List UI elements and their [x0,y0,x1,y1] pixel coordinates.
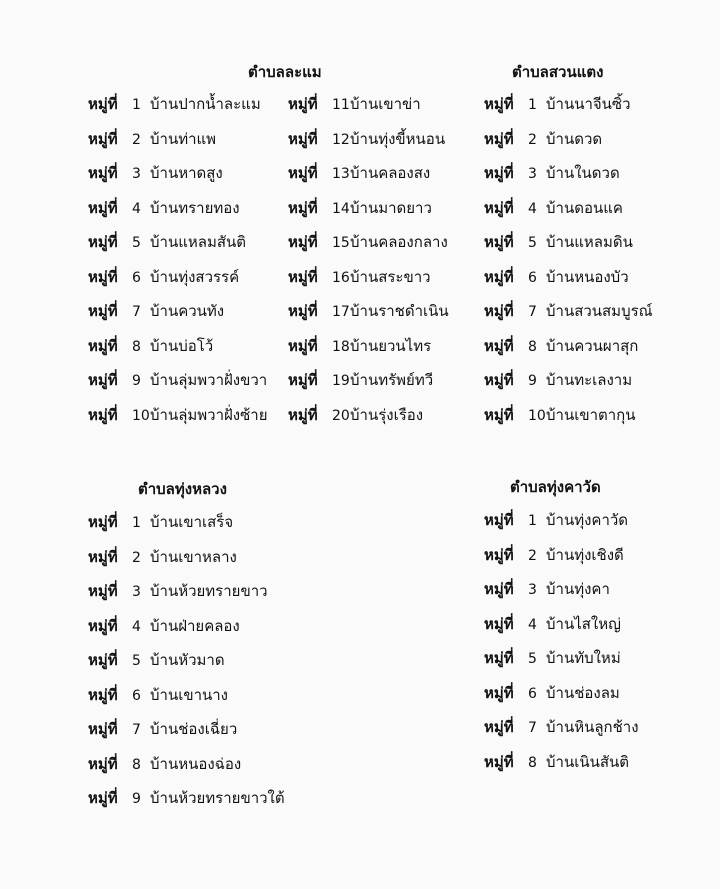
village-name: บ้านเขาตากุน [546,405,636,424]
village-row [484,334,639,358]
village-name: บ้านดวด [546,129,603,148]
moo-number: 1 [132,515,141,531]
moo-label: หมู่ที่ [288,302,318,320]
moo-label: หมู่ที่ [88,405,118,424]
village-name: บ้านควนทัง [150,302,225,320]
moo-label: หมู่ที่ [88,198,118,217]
moo-label: หมู่ที่ [88,267,118,286]
moo-number: 10 [528,407,546,424]
village-row [484,92,631,116]
village-row [484,715,639,739]
moo-number: 19 [332,373,350,389]
moo-number: 2 [528,547,537,564]
village-name: บ้านคลองกลาง [350,233,448,251]
moo-label: หมู่ที่ [484,580,514,598]
moo-label: หมู่ที่ [88,616,118,635]
village-row [288,92,421,116]
village-name: บ้านทับใหม่ [546,649,621,667]
moo-number: 8 [528,338,537,355]
village-row [288,127,446,151]
village-row [88,752,242,776]
moo-number: 6 [132,687,141,704]
village-row [88,368,268,392]
moo-label: หมู่ที่ [484,233,514,251]
village-row [288,334,432,358]
moo-label: หมู่ที่ [88,651,118,669]
village-name: บ้านทะเลงาม [546,371,633,389]
village-row [88,683,229,707]
moo-label: หมู่ที่ [288,164,318,182]
moo-number: 7 [132,304,141,320]
moo-number: 4 [132,200,141,217]
village-row [484,161,620,185]
village-name: บ้านหาดสูง [150,164,223,182]
moo-label: หมู่ที่ [484,371,514,389]
village-row [88,299,225,323]
moo-number: 4 [132,618,141,635]
village-row [484,681,620,705]
moo-number: 18 [332,338,350,355]
village-name: บ้านราชดำเนิน [350,302,449,320]
moo-number: 9 [528,373,537,389]
moo-number: 3 [132,584,141,600]
moo-number: 14 [332,200,350,217]
moo-label: หมู่ที่ [484,683,514,702]
village-name: บ้านทุ่งเชิงดี [546,545,624,564]
village-row [484,508,629,532]
moo-label: หมู่ที่ [484,545,514,564]
moo-number: 11 [332,97,350,113]
village-row [484,196,623,220]
village-name: บ้านแหลมสันติ [150,233,246,251]
moo-number: 15 [332,235,350,251]
moo-number: 8 [132,756,141,773]
moo-number: 12 [332,131,350,148]
moo-label: หมู่ที่ [88,685,118,704]
village-name: บ้านช่องลม [546,683,620,702]
moo-label: หมู่ที่ [484,267,514,286]
village-name: บ้านทรัพย์ทวี [350,371,434,389]
moo-number: 2 [528,131,537,148]
moo-number: 5 [528,235,537,251]
village-row [484,127,603,151]
moo-number: 2 [132,131,141,148]
moo-number: 20 [332,407,350,424]
moo-number: 1 [132,97,141,113]
village-name: บ้านเขานาง [150,685,229,704]
village-row [88,127,217,151]
village-row [484,612,621,636]
village-row [484,299,653,323]
village-row [484,403,636,427]
moo-number: 7 [132,722,141,738]
village-name: บ้านห้วยทรายขาวใต้ [150,789,285,807]
moo-number: 16 [332,269,350,286]
moo-number: 2 [132,549,141,566]
moo-label: หมู่ที่ [484,752,514,771]
village-name: บ้านบ่อโว้ [150,336,214,355]
moo-label: หมู่ที่ [484,718,514,736]
village-name: บ้านทุ่งคา [546,580,610,598]
village-row [288,196,432,220]
moo-label: หมู่ที่ [88,720,118,738]
village-name: บ้านลุ่มพวาฝั่งขวา [150,371,268,389]
section-heading-lamae: ตำบลละแม [248,63,322,81]
moo-number: 1 [528,513,537,529]
moo-label: หมู่ที่ [484,302,514,320]
moo-label: หมู่ที่ [288,405,318,424]
village-name: บ้านทรายทอง [150,198,240,217]
village-name: บ้านเนินสันติ [546,752,629,771]
village-row [484,577,610,601]
moo-number: 17 [332,304,350,320]
moo-label: หมู่ที่ [288,336,318,355]
moo-label: หมู่ที่ [484,511,514,529]
moo-number: 6 [528,685,537,702]
village-row [88,196,240,220]
village-name: บ้านหินลูกช้าง [546,718,639,736]
village-name: บ้านเขาเสร็จ [150,513,234,531]
village-name: บ้านปากน้ำละแม [150,95,261,113]
moo-label: หมู่ที่ [88,95,118,113]
village-row [88,230,246,254]
village-name: บ้านไสใหญ่ [546,614,621,633]
village-name: บ้านนาจีนซิ้ว [546,95,631,113]
village-row [88,510,234,534]
moo-label: หมู่ที่ [288,267,318,286]
village-row [288,265,431,289]
village-name: บ้านหัวมาด [150,651,225,669]
moo-number: 9 [132,373,141,389]
moo-label: หมู่ที่ [88,302,118,320]
village-name: บ้านควนผาสุก [546,336,639,355]
village-row [484,646,621,670]
moo-label: หมู่ที่ [288,233,318,251]
moo-label: หมู่ที่ [484,198,514,217]
village-row [288,230,448,254]
moo-number: 4 [528,616,537,633]
village-row [288,403,424,427]
section-heading-suantaeng: ตำบลสวนแตง [512,63,604,81]
moo-number: 6 [132,269,141,286]
village-name: บ้านลุ่มพวาฝั่งซ้าย [150,405,268,424]
moo-label: หมู่ที่ [88,233,118,251]
village-name: บ้านทุ่งสวรรค์ [150,267,240,286]
village-row [288,161,431,185]
section-heading-thungluang: ตำบลทุ่งหลวง [138,480,227,498]
village-name: บ้านฝ่ายคลอง [150,616,240,635]
moo-label: หมู่ที่ [88,164,118,182]
village-row [88,161,223,185]
moo-label: หมู่ที่ [484,649,514,667]
moo-number: 8 [132,338,141,355]
village-name: บ้านแหลมดิน [546,233,633,251]
village-row [88,545,237,569]
village-row [88,92,261,116]
moo-number: 8 [528,754,537,771]
moo-label: หมู่ที่ [484,405,514,424]
moo-number: 6 [528,269,537,286]
moo-number: 9 [132,791,141,807]
moo-number: 5 [132,235,141,251]
village-name: บ้านเขาข่า [350,95,421,113]
moo-number: 10 [132,407,150,424]
moo-label: หมู่ที่ [484,336,514,355]
moo-label: หมู่ที่ [88,513,118,531]
moo-label: หมู่ที่ [88,789,118,807]
village-row [484,265,629,289]
village-row [88,579,268,603]
moo-number: 3 [528,166,537,182]
village-row [88,334,214,358]
village-row [88,403,268,427]
village-name: บ้านสระขาว [350,267,431,286]
moo-number: 4 [528,200,537,217]
moo-label: หมู่ที่ [484,95,514,113]
moo-number: 7 [528,720,537,736]
village-name: บ้านท่าแพ [150,129,217,148]
village-row [288,299,449,323]
moo-label: หมู่ที่ [484,164,514,182]
moo-number: 7 [528,304,537,320]
moo-number: 5 [528,651,537,667]
moo-label: หมู่ที่ [88,547,118,566]
moo-number: 3 [132,166,141,182]
moo-label: หมู่ที่ [484,129,514,148]
village-name: บ้านคลองสง [350,164,431,182]
village-name: บ้านในดวด [546,164,620,182]
moo-label: หมู่ที่ [88,754,118,773]
section-heading-thungkhawat: ตำบลทุ่งคาวัด [510,478,601,496]
village-name: บ้านมาดยาว [350,198,432,217]
moo-label: หมู่ที่ [88,371,118,389]
village-row [88,786,285,810]
moo-label: หมู่ที่ [288,95,318,113]
village-name: บ้านสวนสมบูรณ์ [546,302,653,320]
village-name: บ้านห้วยทรายขาว [150,582,268,600]
moo-number: 13 [332,166,350,182]
moo-label: หมู่ที่ [288,371,318,389]
village-name: บ้านหนองฉ่อง [150,754,242,773]
moo-label: หมู่ที่ [88,582,118,600]
village-name: บ้านหนองบัว [546,267,629,286]
village-row [288,368,434,392]
village-name: บ้านช่องเฉี่ยว [150,720,238,738]
moo-label: หมู่ที่ [484,614,514,633]
village-name: บ้านทุ่งคาวัด [546,511,629,529]
moo-number: 5 [132,653,141,669]
village-name: บ้านยวนไทร [350,336,432,355]
moo-number: 1 [528,97,537,113]
moo-number: 3 [528,582,537,598]
village-name: บ้านทุ่งขี้หนอน [350,129,446,148]
moo-label: หมู่ที่ [288,129,318,148]
moo-label: หมู่ที่ [88,129,118,148]
village-row [88,614,240,638]
village-row [88,648,225,672]
village-row [88,265,240,289]
village-row [88,717,238,741]
village-name: บ้านเขาหลาง [150,547,237,566]
village-row [484,230,633,254]
village-row [484,368,633,392]
village-name: บ้านดอนแค [546,198,623,217]
village-row [484,543,624,567]
moo-label: หมู่ที่ [288,198,318,217]
village-row [484,750,629,774]
village-name: บ้านรุ่งเรือง [350,405,424,424]
moo-label: หมู่ที่ [88,336,118,355]
